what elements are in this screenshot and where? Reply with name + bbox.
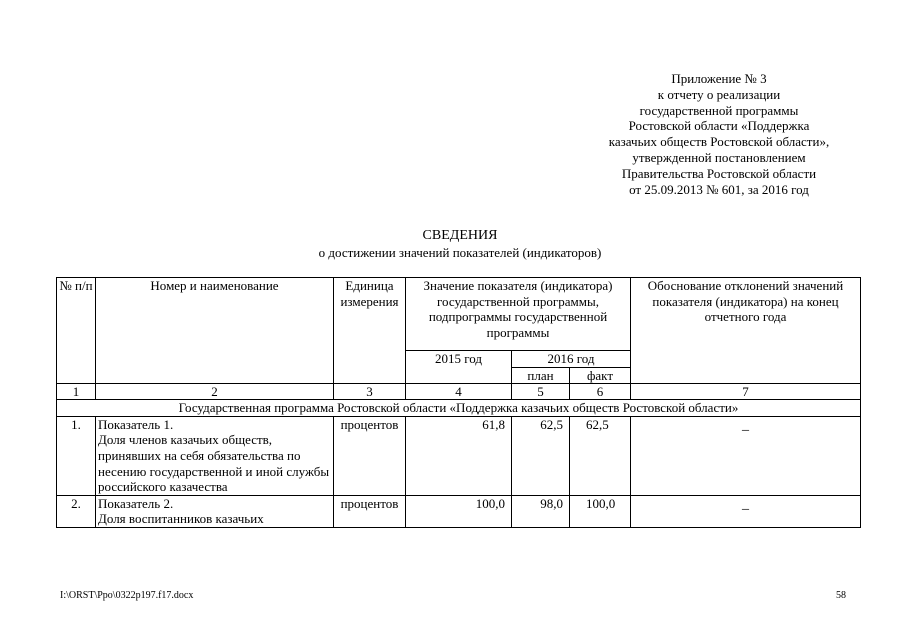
row-justification: _ bbox=[631, 495, 861, 527]
footer-file-path: I:\ORST\Ppo\0322p197.f17.docx bbox=[60, 590, 194, 601]
row-name-description: Доля воспитанников казачьих bbox=[98, 511, 264, 527]
header-2015: 2015 год bbox=[406, 351, 512, 384]
row-num: 2. bbox=[57, 495, 96, 527]
appendix-line: Правительства Ростовской области bbox=[621, 165, 817, 181]
header-plan: план bbox=[512, 367, 570, 384]
appendix-block bbox=[580, 71, 858, 197]
header-unit: Единица измерения bbox=[334, 278, 406, 384]
row-plan: 62,5 bbox=[512, 416, 570, 495]
row-name bbox=[96, 495, 334, 527]
row-unit: процентов bbox=[334, 495, 406, 527]
row-2015: 100,0 bbox=[406, 495, 512, 527]
appendix-line: утвержденной постановлением bbox=[632, 149, 806, 165]
column-number: 2 bbox=[96, 384, 334, 400]
appendix-line: Приложение № 3 bbox=[671, 71, 767, 86]
appendix-line: от 25.09.2013 № 601, за 2016 год bbox=[629, 181, 809, 197]
section-row bbox=[57, 400, 861, 417]
column-number: 5 bbox=[512, 384, 570, 400]
row-unit: процентов bbox=[334, 416, 406, 495]
column-number: 7 bbox=[631, 384, 861, 400]
column-number-row bbox=[57, 384, 861, 400]
column-number: 6 bbox=[570, 384, 631, 400]
appendix-line: казачьих обществ Ростовской области», bbox=[608, 134, 830, 150]
header-row bbox=[57, 278, 861, 351]
column-number: 4 bbox=[406, 384, 512, 400]
header-num: № п/п bbox=[57, 278, 96, 384]
row-num: 1. bbox=[57, 416, 96, 495]
column-number: 3 bbox=[334, 384, 406, 400]
row-justification: _ bbox=[631, 416, 861, 495]
document-subtitle: о достижении значений показателей (индикаторов) bbox=[318, 245, 602, 260]
footer-page-number: 58 bbox=[836, 590, 846, 601]
indicators-table bbox=[56, 277, 861, 528]
header-2016: 2016 год bbox=[512, 351, 631, 368]
header-fact: факт bbox=[570, 367, 631, 384]
header-justification: Обоснование отклонений значений показателя (индикатора) на конец отчетного года bbox=[631, 278, 861, 384]
row-2015: 61,8 bbox=[406, 416, 512, 495]
document-title: СВЕДЕНИЯ bbox=[422, 228, 498, 243]
row-plan: 98,0 bbox=[512, 495, 570, 527]
row-fact: 62,5 bbox=[570, 416, 631, 495]
row-name-title: Показатель 1. bbox=[98, 416, 174, 432]
section-title: Государственная программа Ростовской области «Поддержка казачьих обществ Ростовской области» bbox=[57, 400, 861, 417]
appendix-line: Ростовской области «Поддержка bbox=[628, 118, 810, 134]
appendix-line: к отчету о реализации bbox=[657, 86, 781, 102]
table-row bbox=[57, 495, 861, 527]
row-fact: 100,0 bbox=[570, 495, 631, 527]
appendix-line: государственной программы bbox=[639, 102, 799, 118]
column-number: 1 bbox=[57, 384, 96, 400]
row-name-description: Доля членов казачьих обществ, принявших на себя обязательства по несению государственной и иной службы российского казачества bbox=[98, 432, 330, 495]
row-name-title: Показатель 2. bbox=[98, 495, 174, 511]
table-row bbox=[57, 416, 861, 495]
row-name bbox=[96, 416, 334, 495]
header-value: Значение показателя (индикатора) государственной программы, подпрограммы государственной программы bbox=[406, 278, 631, 351]
header-name: Номер и наименование bbox=[96, 278, 334, 384]
